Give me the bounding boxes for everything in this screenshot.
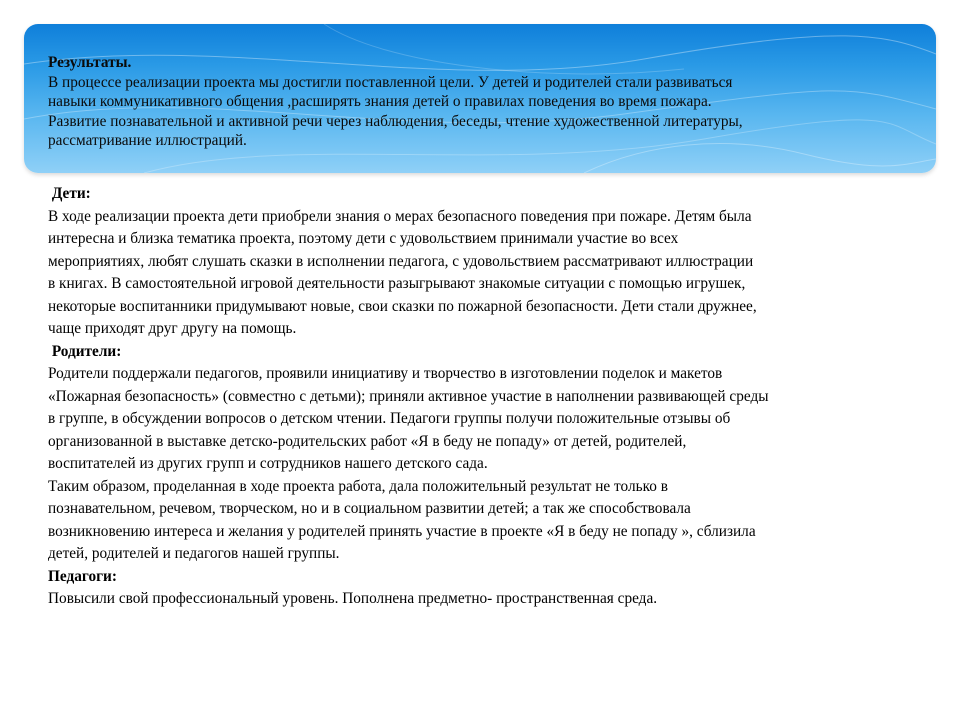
parents-line: организованной в выставке детско-родительских работ «Я в беду не попаду» от детей, родителей,: [48, 432, 687, 450]
children-line: некоторые воспитанники придумывают новые, свои сказки по пожарной безопасности. Дети стали дружнее,: [48, 297, 757, 315]
children-line: чаще приходят друг другу на помощь.: [48, 320, 297, 337]
results-text: [48, 53, 928, 151]
teachers-line: Повысили свой профессиональный уровень. Пополнена предметно- пространственная среда.: [48, 590, 658, 607]
children-line: интересна и близка тематика проекта, поэтому дети с удовольствием принимали участие во всех: [48, 230, 679, 247]
parents-line: «Пожарная безопасность» (совместно с детьми); приняли активное участие в наполнении развивающей среды: [48, 387, 769, 405]
results-line: Развитие познавательной и активной речи через наблюдения, беседы, чтение художественной литературы,: [48, 112, 743, 130]
body-content: [48, 183, 928, 611]
children-line: мероприятиях, любят слушать сказки в исполнении педагога, с удовольствием рассматривают иллюстрации: [48, 252, 754, 270]
teachers-heading: Педагоги:: [48, 567, 117, 585]
parents-line: Родители поддержали педагогов, проявили инициативу и творчество в изготовлении поделок и макетов: [48, 365, 723, 382]
parents-line: детей, родителей и педагогов нашей группы.: [48, 545, 340, 562]
results-line: навыки коммуникативного общения ,расширять знания детей о правилах поведения во время пожара.: [48, 93, 712, 110]
parents-line: познавательном, речевом, творческом, но и в социальном развитии детей; а так же способствовала: [48, 500, 691, 517]
parents-line: возникновению интереса и желания у родителей принять участие в проекте «Я в беду не попаду », сблизила: [48, 522, 756, 540]
results-line: В процессе реализации проекта мы достигли поставленной цели. У детей и родителей стали развиваться: [48, 73, 733, 91]
results-banner: [24, 24, 936, 173]
parents-heading: Родители:: [48, 342, 122, 360]
results-line: рассматривание иллюстраций.: [48, 132, 247, 149]
parents-line: в группе, в обсуждении вопросов о детском чтении. Педагоги группы получи положительные отзывы об: [48, 410, 731, 427]
children-line: в книгах. В самостоятельной игровой деятельности разыгрывают знакомые ситуации с помощью игрушек,: [48, 275, 746, 292]
children-line: В ходе реализации проекта дети приобрели знания о мерах безопасного поведения при пожаре. Детям была: [48, 207, 752, 225]
parents-line: воспитателей из других групп и сотрудников нашего детского сада.: [48, 455, 488, 472]
results-heading: Результаты.: [48, 54, 132, 71]
parents-line: Таким образом, проделанная в ходе проекта работа, дала положительный результат не только в: [48, 477, 668, 495]
children-heading: Дети:: [48, 185, 91, 202]
